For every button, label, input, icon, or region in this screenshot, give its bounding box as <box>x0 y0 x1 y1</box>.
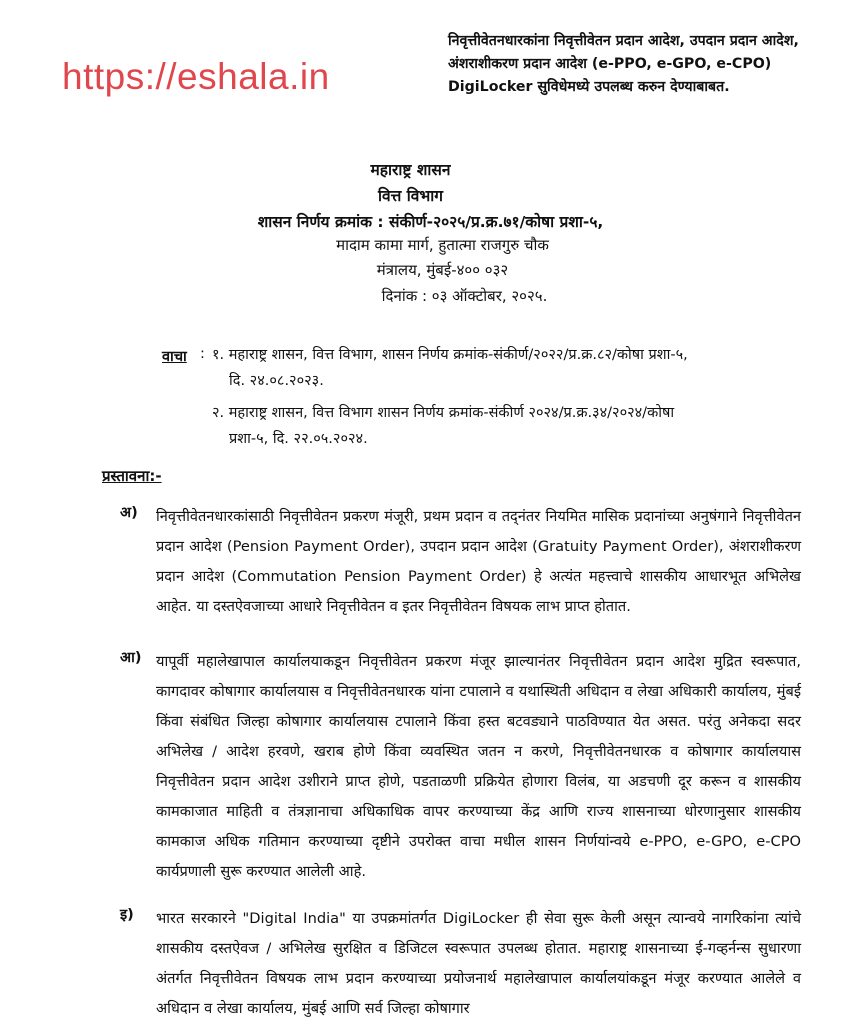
watermark-url[interactable]: https://eshala.in <box>62 56 330 97</box>
paragraph-marker: अ) <box>120 505 138 521</box>
subject-text: निवृत्तीवेतनधारकांना निवृत्तीवेतन प्रदान आदेश, उपदान प्रदान आदेश, अंशराशीकरण प्रदान आदेश (e-PPO, e-GPO, e-CPO) DigiLocker सुविधेमध्ये उपलब्ध करुन देण्याबाबत. <box>448 33 799 95</box>
paragraph-text: यापूर्वी महालेखापाल कार्यालयाकडून निवृत्तीवेतन प्रकरण मंजूर झाल्यानंतर निवृत्तीवेतन प्रदान आदेश मुद्रित स्वरूपात, कागदावर कोषागार कार्यालयास व निवृत्तीवेतनधारक यांना टपालाने व यथास्थिती अधिदान व लेखा अधिकारी कार्यालय, मुंबई किंवा संबंधित जिल्हा कोषागार कार्यालयास टपालाने किंवा हस्त बटवड्याने पाठविण्यात येत असत. परंतु अनेकदा सदर अभिलेख / आदेश हरवणे, खराब होणे किंवा व्यवस्थित जतन न करणे, निवृत्तीवेतनधारक व कोषागार कार्यालयास निवृत्तीवेतन प्रदान आदेश उशीराने प्राप्त होणे, पडताळणी प्रक्रियेत होणारा विलंब, या अडचणी दूर करून व शासकीय कामकाजात माहिती व तंत्रज्ञानाचा अधिकाधिक वापर करण्याच्या केंद्र आणि राज्य शासनाच्या धोरणानुसार शासकीय कामकाज अधिक गतिमान करण्याच्या दृष्टीने उपरोक्त वाचा मधील शासन निर्णयांन्वये e-PPO, e-GPO, e-CPO कार्यप्रणाली सुरू करण्यात आलेली आहे. <box>156 653 801 880</box>
header-address-line1: मादाम कामा मार्ग, हुतात्मा राजगुरु चौक <box>336 236 549 254</box>
preamble-paragraph <box>120 502 801 622</box>
header-state: महाराष्ट्र शासन <box>370 161 451 179</box>
references-label: वाचा <box>162 349 187 365</box>
reference-line: २. महाराष्ट्र शासन, वित्त विभाग शासन निर्णय क्रमांक-संकीर्ण २०२४/प्र.क्र.३४/२०२४/कोषा <box>212 405 675 421</box>
paragraph-marker: इ) <box>120 907 134 923</box>
header-address-line2: मंत्रालय, मुंबई-४०० ०३२ <box>376 261 509 279</box>
reference-line: १. महाराष्ट्र शासन, वित्त विभाग, शासन निर्णय क्रमांक-संकीर्ण/२०२२/प्र.क्र.८२/कोषा प्रशा-५, <box>212 347 688 363</box>
header-department: वित्त विभाग <box>377 187 443 205</box>
preamble-heading: प्रस्तावना:- <box>102 467 162 485</box>
reference-line-cont: प्रशा-५, दि. २२.०५.२०२४. <box>229 431 368 447</box>
reference-item <box>212 400 797 452</box>
preamble-paragraph <box>120 647 801 887</box>
reference-item <box>212 342 797 394</box>
reference-line-cont: दि. २४.०८.२०२३. <box>229 373 324 389</box>
paragraph-text: निवृत्तीवेतनधारकांसाठी निवृत्तीवेतन प्रकरण मंजूरी, प्रथम प्रदान व तद्नंतर नियमित मासिक प्रदानांच्या अनुषंगाने निवृत्तीवेतन प्रदान आदेश (Pension Payment Order), उपदान प्रदान आदेश (Gratuity Payment Order), अंशराशीकरण प्रदान आदेश (Commutation Pension Payment Order) हे अत्यंत महत्त्वाचे शासकीय आधारभूत अभिलेख आहेत. या दस्तऐवजाच्या आधारे निवृत्तीवेतन व इतर निवृत्तीवेतन विषयक लाभ प्राप्त होतात. <box>156 508 801 615</box>
header-date: दिनांक : ०३ ऑक्टोबर, २०२५. <box>381 287 548 305</box>
preamble-paragraph <box>120 904 801 1024</box>
paragraph-text: भारत सरकारने "Digital India" या उपक्रमांतर्गत DigiLocker ही सेवा सुरू केली असून त्यान्वये नागरिकांना त्यांचे शासकीय दस्तऐवज / अभिलेख सुरक्षित व डिजिटल स्वरूपात उपलब्ध होतात. महाराष्ट्र शासनाच्या ई-गव्हर्नन्स सुधारणा अंतर्गत निवृत्तीवेतन विषयक लाभ प्रदान करण्याच्या प्रयोजनार्थ महालेखापाल कार्यालयांकडून मंजूर करण्यात आलेले व अधिदान व लेखा कार्यालय, मुंबई आणि सर्व जिल्हा कोषागार <box>156 910 801 1017</box>
references-colon: : <box>200 346 205 362</box>
header-gr-number: शासन निर्णय क्रमांक : संकीर्ण-२०२५/प्र.क्र.७१/कोषा प्रशा-५, <box>257 213 604 231</box>
paragraph-marker: आ) <box>120 650 142 666</box>
